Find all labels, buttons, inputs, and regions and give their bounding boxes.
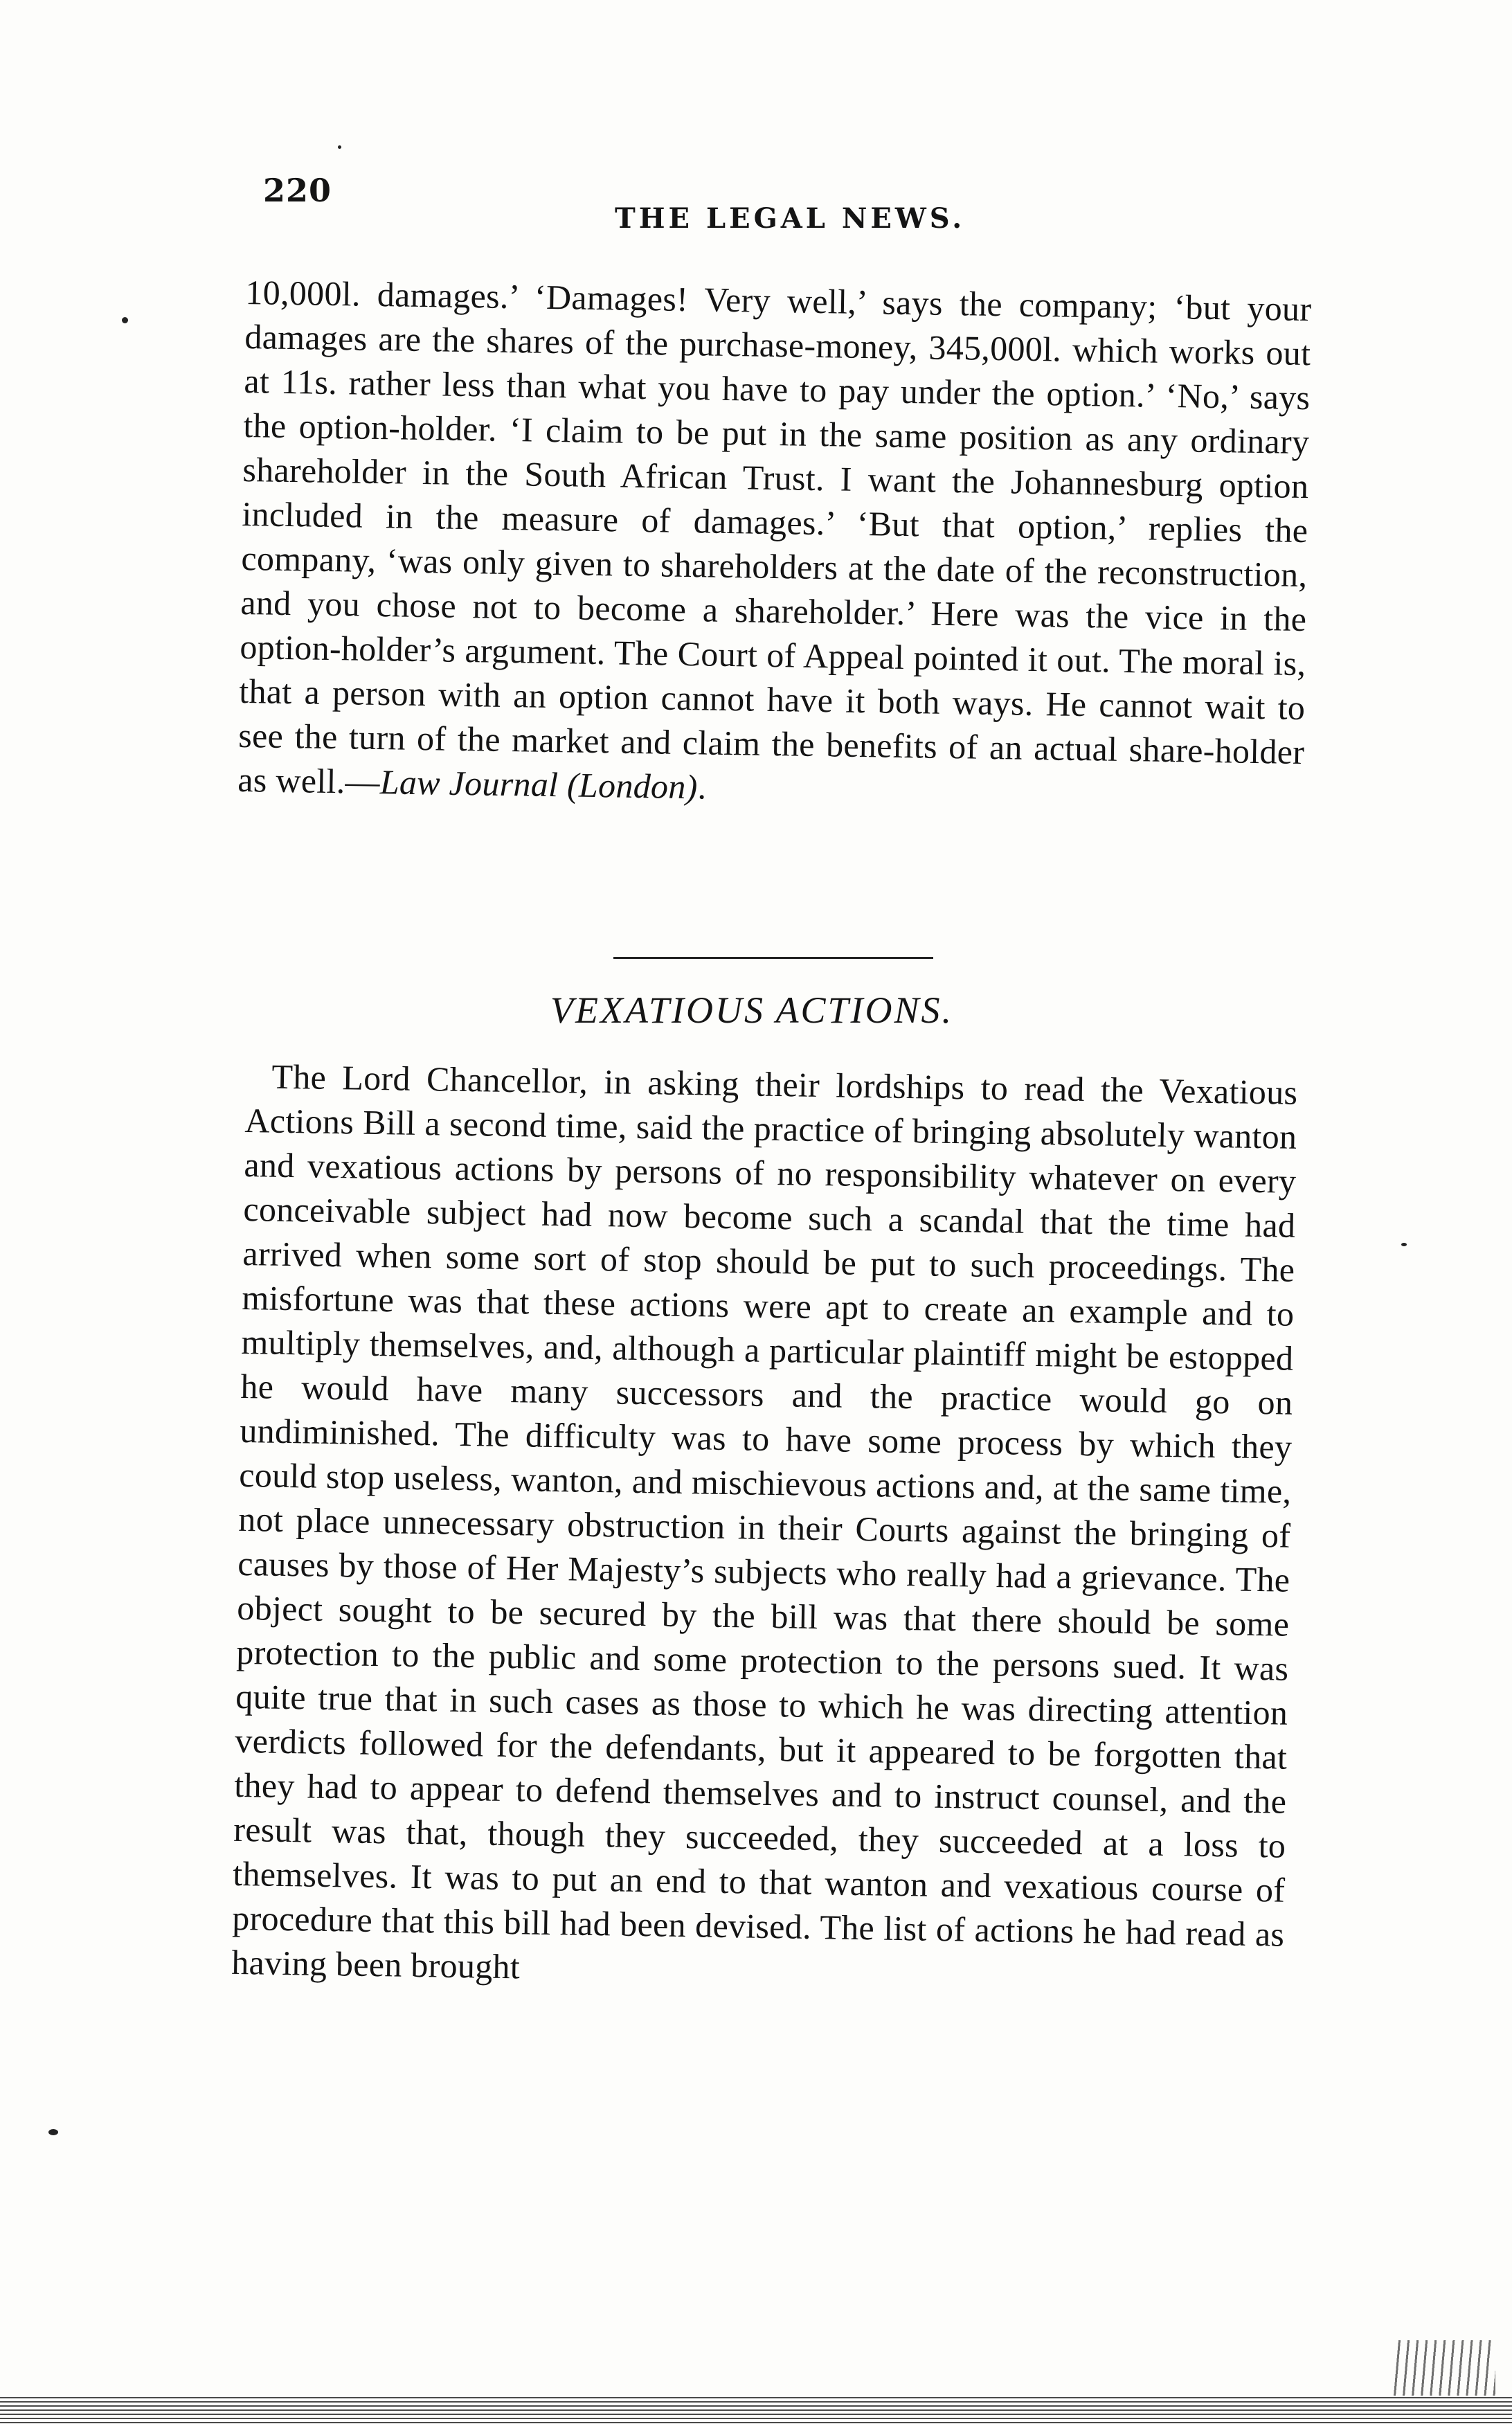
running-head: THE LEGAL NEWS.: [615, 202, 966, 235]
section-body: [231, 1054, 1298, 2001]
scan-bottom-edge: [0, 2397, 1512, 2424]
source-citation: Law Journal (London): [379, 762, 699, 807]
page-number: 220: [263, 172, 332, 209]
article-continuation-text: 10,000l. damages.’ ‘Damages! Very well,’ says the company; ‘but your damages are the shares of the purchase-money, 345,000l. which works out at 11s. rather less than what you have to pay under the option.’ ‘No,’ says the option-holder. ‘I claim to be put in the same position as any ordinary shareholder in the South African Trust. I want the Johannesburg option included in the measure of damages.’ ‘But that option,’ replies the company, ‘was only given to shareholders at the date of the reconstruction, and you chose not to become a shareholder.’ Here was the vice in the option-holder’s argument. The Court of Appeal pointed it out. The moral is, that a person with an option cannot have it both ways. He cannot wait to see the turn of the market and claim the benefits of an actual share-holder as well.—: [237, 272, 1312, 802]
section-divider: [613, 957, 933, 959]
article-continuation-paragraph: [237, 270, 1312, 818]
scan-speck-left-top: [122, 317, 128, 323]
scan-edge-marks: [1392, 2340, 1495, 2396]
article-continuation: [237, 270, 1312, 818]
scan-speck-left-bottom: [48, 2129, 58, 2135]
citation-end: .: [697, 767, 707, 807]
scan-speck-top: [338, 145, 341, 149]
scan-speck-right-middle: [1401, 1243, 1407, 1246]
section-title: VEXATIOUS ACTIONS.: [550, 989, 954, 1031]
section-body-paragraph: The Lord Chancellor, in asking their lordships to read the Vexatious Actions Bill a second time, said the practice of bringing absolutely wanton and vexatious actions by persons of no responsibility whatever on every conceivable subject had now become such a scandal that the time had arrived when some sort of stop should be put to such proceedings. The misfortune was that these actions were apt to create an example and to multiply themselves, and, although a particular plaintiff might be estopped he would have many successors and the practice would go on undiminished. The difficulty was to have some process by which they could stop useless, wanton, and mischievous actions and, at the same time, not place unnecessary obstruction in their Courts against the bringing of causes by those of Her Majesty’s subjects who really had a grievance. The object sought to be secured by the bill was that there should be some protection to the public and some protection to the persons sued. It was quite true that in such cases as those to which he was directing attention verdicts followed for the defendants, but it appeared to be forgotten that they had to appear to defend themselves and to instruct counsel, and the result was that, though they succeeded, they succeeded at a loss to themselves. It was to put an end to that wanton and vexatious course of procedure that this bill had been devised. The list of actions he had read as having been brought: [231, 1057, 1298, 1986]
